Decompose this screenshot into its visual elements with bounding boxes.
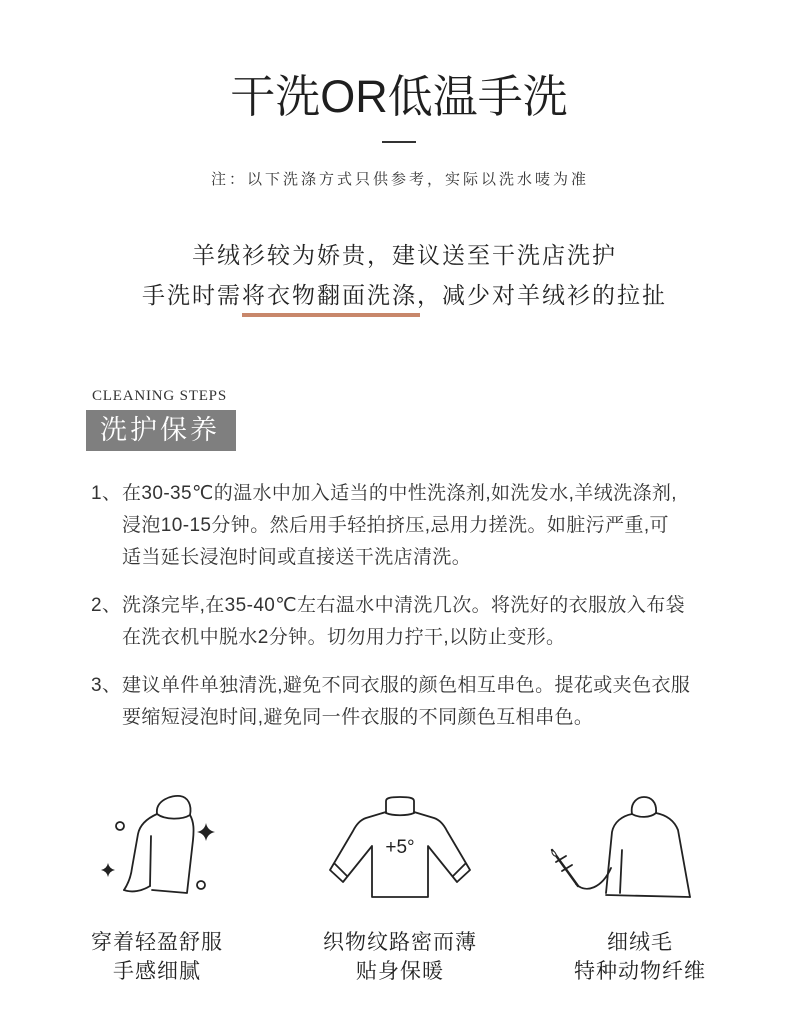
intro-highlight: 将衣物翻面洗涤， [242, 282, 442, 308]
step-number: 3、 [91, 675, 122, 696]
sweater-needle-icon [540, 780, 740, 910]
feature-caption-line: 穿着轻盈舒服 [91, 931, 223, 954]
step-line: 洗涤完毕,在35-40℃左右温水中清洗几次。将洗好的衣服放入布袋 [122, 595, 686, 616]
step-line: 适当延长浸泡时间或直接送干洗店清洗。 [122, 547, 472, 568]
sparkle-icon [101, 863, 115, 877]
intro-line-2-start: 手洗时需 [142, 282, 242, 308]
wash-note: 注：以下洗涤方式只供参考，实际以洗水唛为准 [210, 171, 589, 188]
feature-caption-line: 特种动物纤维 [574, 960, 706, 983]
cleaning-steps-list [91, 478, 771, 750]
step-item [91, 590, 771, 654]
intro-line-2 [19, 280, 790, 310]
needle-thread-icon [551, 850, 611, 889]
feature-fine-fiber [540, 780, 740, 1010]
intro-line-1: 羊绒衫较为娇贵，建议送至干洗店洗护 [192, 242, 617, 268]
section-eyebrow: CLEANING STEPS [92, 388, 227, 404]
step-text [122, 670, 771, 734]
bubble-icon [116, 822, 124, 830]
temperature-badge: +5° [385, 837, 415, 858]
feature-caption-line: 细绒毛 [607, 931, 673, 954]
title-divider [382, 141, 416, 143]
feature-caption-line: 手感细腻 [113, 960, 201, 983]
feature-caption [300, 928, 500, 986]
step-number: 2、 [91, 595, 122, 616]
feature-caption-line: 贴身保暖 [356, 960, 444, 983]
step-text [122, 590, 771, 654]
sparkle-icon [197, 823, 215, 841]
bubble-icon [197, 881, 205, 889]
page-title: 干洗OR低温手洗 [230, 71, 568, 122]
sweater-outline [124, 796, 194, 893]
feature-warmth [300, 780, 500, 1010]
step-line: 要缩短浸泡时间,避免同一件衣服的不同颜色互相串色。 [122, 707, 594, 728]
section-title: 洗护保养 [100, 415, 220, 445]
step-line: 建议单件单独清洗,避免不同衣服的颜色相互串色。提花或夹色衣服 [122, 675, 691, 696]
feature-caption-line: 织物纹路密而薄 [323, 931, 477, 954]
section-title-box [86, 410, 236, 451]
step-text [122, 478, 771, 574]
step-item [91, 478, 771, 574]
step-number: 1、 [91, 483, 122, 504]
step-line: 浸泡10-15分钟。然后用手轻拍挤压,忌用力搓洗。如脏污严重,可 [122, 515, 669, 536]
step-line: 在30-35℃的温水中加入适当的中性洗涤剂,如洗发水,羊绒洗涤剂, [122, 483, 677, 504]
sweater-outline [606, 797, 690, 897]
sweater-sparkle-icon [57, 780, 257, 910]
step-item [91, 670, 771, 734]
intro-line-2-end: 减少对羊绒衫的拉扯 [442, 282, 667, 308]
sweater-warmth-icon [300, 780, 500, 910]
feature-caption [540, 928, 740, 986]
feature-lightweight [57, 780, 257, 1010]
step-line: 在洗衣机中脱水2分钟。切勿用力拧干,以防止变形。 [122, 627, 566, 648]
feature-caption [57, 928, 257, 986]
